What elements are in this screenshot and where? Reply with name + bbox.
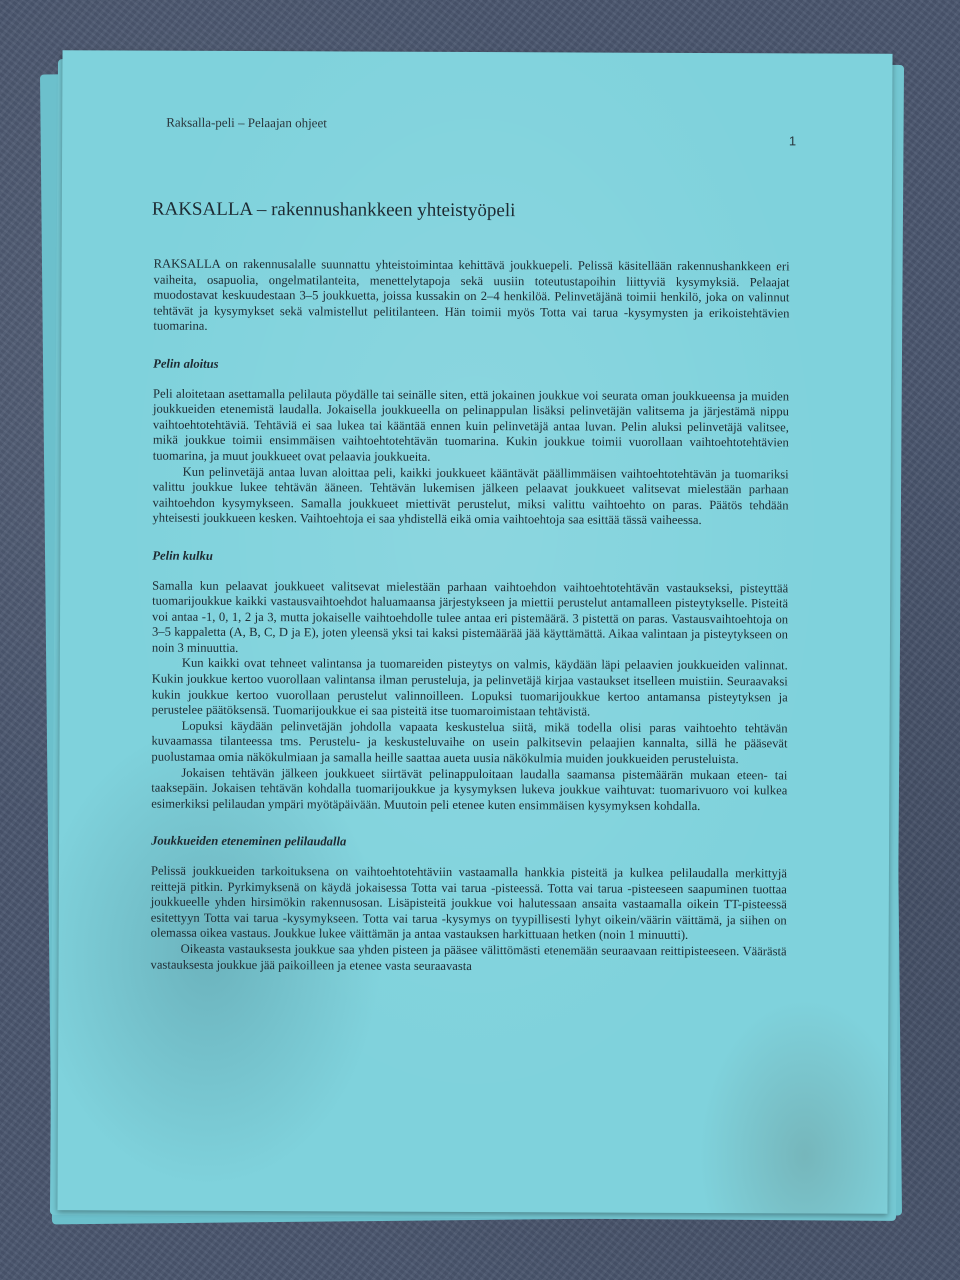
page-number: 1 — [788, 133, 797, 149]
paragraph: Pelissä joukkueiden tarkoituksena on vaihtoehtotehtäviin vastaamalla hankkia pisteitä ja kulkea pelilaudalla merkittyjä reittejä pitkin. Pyrkimyksenä on käydä jokaisessa Totta vai tarua -pisteessä. Totta vai tarua -pisteeseen saapuminen tuottaa joukkueelle yhden hirsimökin rakennusosan. Lisäpisteitä joukkue voi halutessaan ansaita vastaamalla oikein TT-pisteessä esitettyyn Totta vai tarua -kysymykseen. Totta vai tarua -kysymys on tyypillisesti lyhyt oikein/väärin väittämä, ja siihen on olemassa oikea vastaus. Joukkue lukee väittämän ja antaa vastauksen harkittuaan hetken (noin 1 minuutti). — [150, 863, 787, 943]
section-heading: Pelin kulku — [152, 548, 213, 563]
document-page — [57, 50, 892, 1214]
paragraph: Oikeasta vastauksesta joukkue saa yhden pisteen ja pääsee välittömästi etenemään seuraavaan reittipisteeseen. Väärästä vastauksesta joukkue jää paikoilleen ja etenee vasta seuraavasta — [150, 941, 787, 973]
section-pelin-kulku — [151, 548, 788, 814]
paragraph: Jokaisen tehtävän jälkeen joukkueet siirtävät pelinappuloitaan laudalla saamansa pistemäärän mukaan eteen- tai taaksepäin. Jokaisen tehtävän kohdalla tuomarijoukkue ja kysymyksen lukeva joukkue vaihtuvat: tuomarivuoro voi kulkea esimerkiksi pelilaudan ympäri myötäpäivään. Muutoin peli etenee kuten ensimmäisen kysymyksen kohdalla. — [151, 765, 788, 813]
paragraph: Kun pelinvetäjä antaa luvan aloittaa peli, kaikki joukkueet kääntävät päällimmäisen vaihtoehtotehtävän ja tuomariksi valittu joukkue lukee tehtävän ääneen. Tehtävän lukemisen jälkeen pelaavat joukkueet valitsevat mielestään parhaan vaihtoehdon kysymykseen. Samalla joukkueet miettivät perustelut, miksi valittu vaihtoehto on paras. Päätös tehdään yhteisesti joukkueen kesken. Vaihtoehtoja ei saa yhdistellä eikä omia vaihtoehtoja saa esittää tässä vaiheessa. — [152, 464, 789, 528]
section-pelin-aloitus — [152, 357, 789, 530]
paragraph: Peli aloitetaan asettamalla pelilauta pöydälle tai seinälle siten, että jokainen joukkue voi seurata oman joukkueensa ja muiden joukkueiden etenemistä laudalla. Jokaisella joukkueella on pelinappulan lisäksi pelinvetäjän valitsema ja järjestämä nippu vaihtoehtotehtäviä. Tehtäviä ei saa lukea tai kääntää ennen kuin pelinvetäjä antaa luvan. Pelin aluksi pelinvetäjä valitsee, mikä joukkue toimii ensimmäisen vaihtoehtotehtävän tuomarina. Kukin joukkue toimii vuorollaan vaihtoehtotehtävien tuomarina, ja muut joukkueet ovat pelaavia joukkueita. — [152, 386, 790, 464]
document-body — [150, 257, 789, 984]
section-joukkueiden-eteneminen — [151, 834, 788, 976]
section-heading: Pelin aloitus — [153, 356, 219, 371]
paragraph: Samalla kun pelaavat joukkueet valitsevat mielestään parhaan vaihtoehdon vaihtoehtotehtävän vastaukseksi, pisteyttää tuomarijoukkue kaikki vastausvaihtoehdot haluamaansa järjestykseen ja miettii perustelut antamalleen pisteytykselle. Pisteitä voi antaa -1, 0, 1, 2 ja 3, mutta jokaiselle vaihtoehdolle tulee antaa eri pistemäärä. 3 pistettä on paras. Vastausvaihtoehtoja on 3–5 kappaletta (A, B, C, D ja E), joten yleensä yksi tai kaksi pistemäärää jää käyttämättä. Aikaa valintaan ja pisteytykseen on noin 3 minuuttia. — [151, 578, 789, 655]
section-heading: Joukkueiden eteneminen pelilaudalla — [151, 833, 347, 849]
document-title: RAKSALLA – rakennushankkeen yhteistyöpeli — [151, 198, 516, 222]
intro-paragraph: RAKSALLA on rakennusalalle suunnattu yhteistoimintaa kehittävä joukkuepeli. Pelissä käsitellään rakennushankkeen eri vaiheita, osapuolia, ongelmatilanteita, menettelytapoja sekä uusiin toteutustapoihin liittyviä kysymyksiä. Pelaajat muodostavat keskuudestaan 3–5 joukkuetta, joissa kussakin on 2–4 henkilöä. Pelinvetäjänä toimii henkilö, joka on valinnut tehtävät ja kysymykset sekä valmistellut pelitilanteen. Hän toimii myös Totta vai tarua -kysymysten ja erikoistehtävien tuomarina. — [153, 256, 790, 334]
paragraph: Lopuksi käydään pelinvetäjän johdolla vapaata keskustelua siitä, mikä todella olisi paras vaihtoehto tehtävän kuvaamassa tilanteessa tms. Perustelu- ja keskusteluvaihe on usein palkitsevin pelaajien kannalta, sillä he pääsevät puolustamaa omia näkökulmiaan ja samalla heille saattaa aueta uusia näkökulmia muiden joukkueiden perusteluista. — [151, 718, 788, 767]
page-header: Raksalla-peli – Pelaajan ohjeet — [166, 114, 327, 131]
paragraph: Kun kaikki ovat tehneet valintansa ja tuomareiden pisteytys on valmis, käydään läpi pelaavien joukkueiden valinnat. Kukin joukkue kertoo vuorollaan valintansa ilman perusteluja, ja pelinvetäjä kirjaa vastaukset itselleen muistiin. Seuraavaksi kukin joukkue kertoo vuorollaan perustelut valinnoilleen. Lopuksi tuomarijoukkue kertoo antamansa pisteytyksen ja perustelee päätöksensä. Tuomarijoukkue ei saa pisteitä itse tuomaroimistaan tehtävistä. — [151, 656, 788, 719]
